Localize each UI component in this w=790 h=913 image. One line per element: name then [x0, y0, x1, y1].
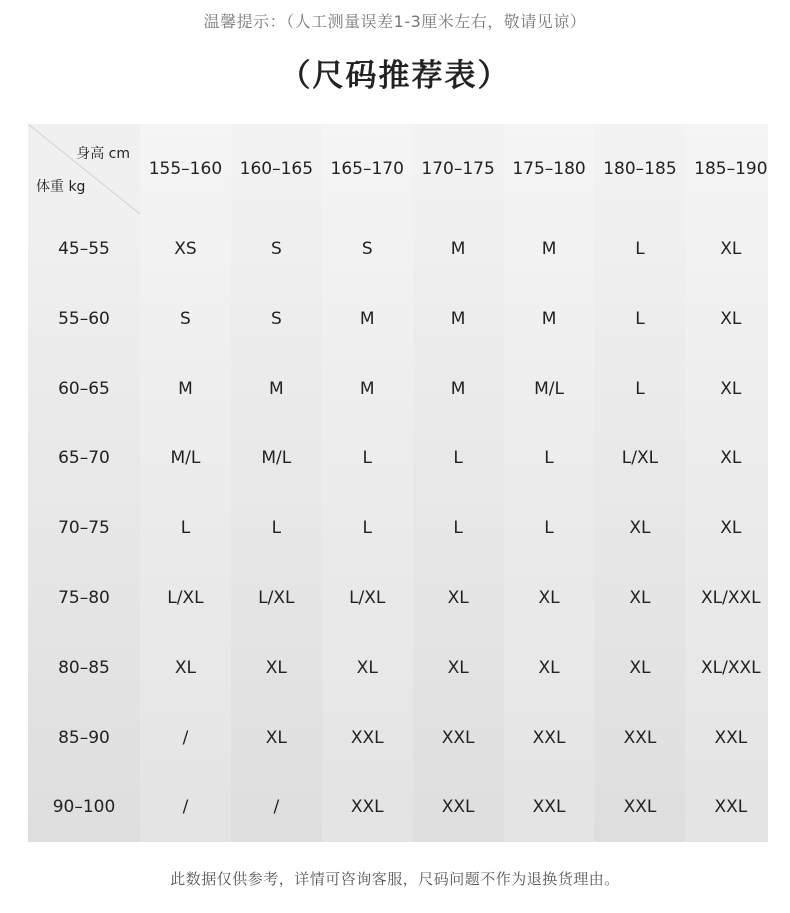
size-cell: XL	[720, 518, 742, 539]
size-cell: S	[180, 308, 191, 329]
size-cell: XXL	[623, 797, 657, 818]
weight-row-header: 80–85	[58, 657, 110, 678]
size-cell: M/L	[534, 378, 564, 399]
height-column-header: 175–180	[512, 159, 586, 179]
size-cell: XL	[356, 657, 378, 678]
size-cell: XL	[447, 588, 469, 608]
size-cell: XXL	[441, 797, 475, 818]
table-row	[28, 423, 768, 493]
size-cell: XXL	[623, 727, 657, 748]
size-cell: XL	[629, 657, 651, 678]
corner-diagonal-line	[28, 124, 140, 214]
size-cell: XL	[720, 239, 742, 259]
table-header-row	[28, 124, 768, 214]
size-cell: XXL	[714, 727, 748, 748]
size-cell: /	[182, 727, 189, 748]
table-row	[28, 563, 768, 633]
height-column-header: 160–165	[239, 159, 314, 179]
height-axis-label: 身高 cm	[76, 146, 130, 162]
size-cell: XXL	[532, 797, 566, 818]
size-cell: S	[270, 308, 282, 329]
weight-row-header: 45–55	[58, 239, 110, 259]
size-cell: L	[544, 448, 554, 469]
size-cell: L	[635, 378, 645, 399]
table-row	[28, 772, 768, 842]
size-cell: M	[178, 378, 193, 399]
size-cell: S	[361, 239, 373, 259]
weight-row-header: 60–65	[58, 378, 110, 399]
weight-row-header: 75–80	[58, 588, 110, 608]
size-cell: XXL	[714, 797, 748, 818]
size-cell: L	[180, 518, 191, 539]
table-corner-cell	[28, 124, 140, 214]
size-cell: XL	[720, 378, 742, 399]
size-cell: L	[362, 518, 372, 539]
size-cell: M	[269, 378, 284, 399]
table-row	[28, 633, 768, 703]
size-cell: XL	[629, 518, 651, 539]
table-row	[28, 214, 768, 284]
height-column-header: 185–190	[694, 159, 768, 179]
size-cell: M	[541, 239, 557, 259]
size-cell: M	[359, 308, 375, 329]
size-cell: L/XL	[349, 588, 386, 608]
size-cell: M	[450, 239, 466, 259]
size-cell: XL	[629, 588, 651, 608]
height-column-header: 165–170	[330, 159, 404, 179]
tip-text: 温馨提示：（人工测量误差1-3厘米左右，敬请见谅）	[203, 12, 587, 31]
weight-row-header: 65–70	[58, 448, 110, 469]
height-column-header: 180–185	[603, 159, 677, 179]
size-cell: L	[635, 308, 645, 329]
size-cell: M	[450, 378, 466, 399]
table-row	[28, 493, 768, 563]
size-cell: XL/XXL	[701, 657, 761, 678]
size-cell: /	[273, 797, 280, 818]
weight-row-header: 55–60	[58, 308, 110, 329]
size-cell: L/XL	[258, 588, 295, 608]
weight-row-header: 90–100	[52, 797, 116, 818]
size-cell: XL	[447, 657, 469, 678]
footer-note: 此数据仅供参考，详情可咨询客服，尺码问题不作为退换货理由。	[170, 870, 620, 888]
size-cell: XL/XXL	[701, 588, 761, 608]
size-cell: XXL	[532, 727, 566, 748]
size-cell: M/L	[170, 448, 201, 469]
table-row	[28, 703, 768, 773]
height-column-header: 155–160	[148, 159, 223, 179]
size-cell: L	[453, 518, 463, 539]
size-cell: L	[271, 518, 282, 539]
weight-row-header: 85–90	[58, 727, 110, 748]
size-chart-table	[28, 124, 768, 842]
size-cell: XL	[265, 657, 287, 678]
size-cell: XS	[174, 239, 197, 259]
size-cell: M/L	[261, 448, 292, 469]
size-cell: XL	[720, 308, 742, 329]
size-cell: L	[453, 448, 463, 469]
size-cell: M	[541, 308, 557, 329]
weight-row-header: 70–75	[58, 518, 110, 539]
size-cell: L	[362, 448, 372, 469]
size-cell: M	[359, 378, 375, 399]
size-cell: L	[544, 518, 554, 539]
size-cell: /	[182, 797, 189, 818]
size-cell: XXL	[350, 727, 384, 748]
size-cell: M	[450, 308, 466, 329]
table-row	[28, 284, 768, 354]
size-cell: L/XL	[621, 448, 659, 469]
size-cell: L/XL	[167, 588, 204, 608]
size-cell: XL	[720, 448, 742, 469]
page-title: （尺码推荐表）	[279, 58, 511, 94]
size-cell: L	[635, 239, 645, 259]
table-row	[28, 354, 768, 424]
size-cell: XL	[538, 588, 560, 608]
weight-axis-label: 体重 kg	[36, 179, 86, 195]
size-cell: XL	[265, 727, 287, 748]
size-cell: XXL	[350, 797, 384, 818]
height-column-header: 170–175	[421, 159, 495, 179]
size-cell: S	[270, 239, 282, 259]
size-cell: XXL	[441, 727, 475, 748]
size-cell: XL	[174, 657, 196, 678]
size-cell: XL	[538, 657, 560, 678]
